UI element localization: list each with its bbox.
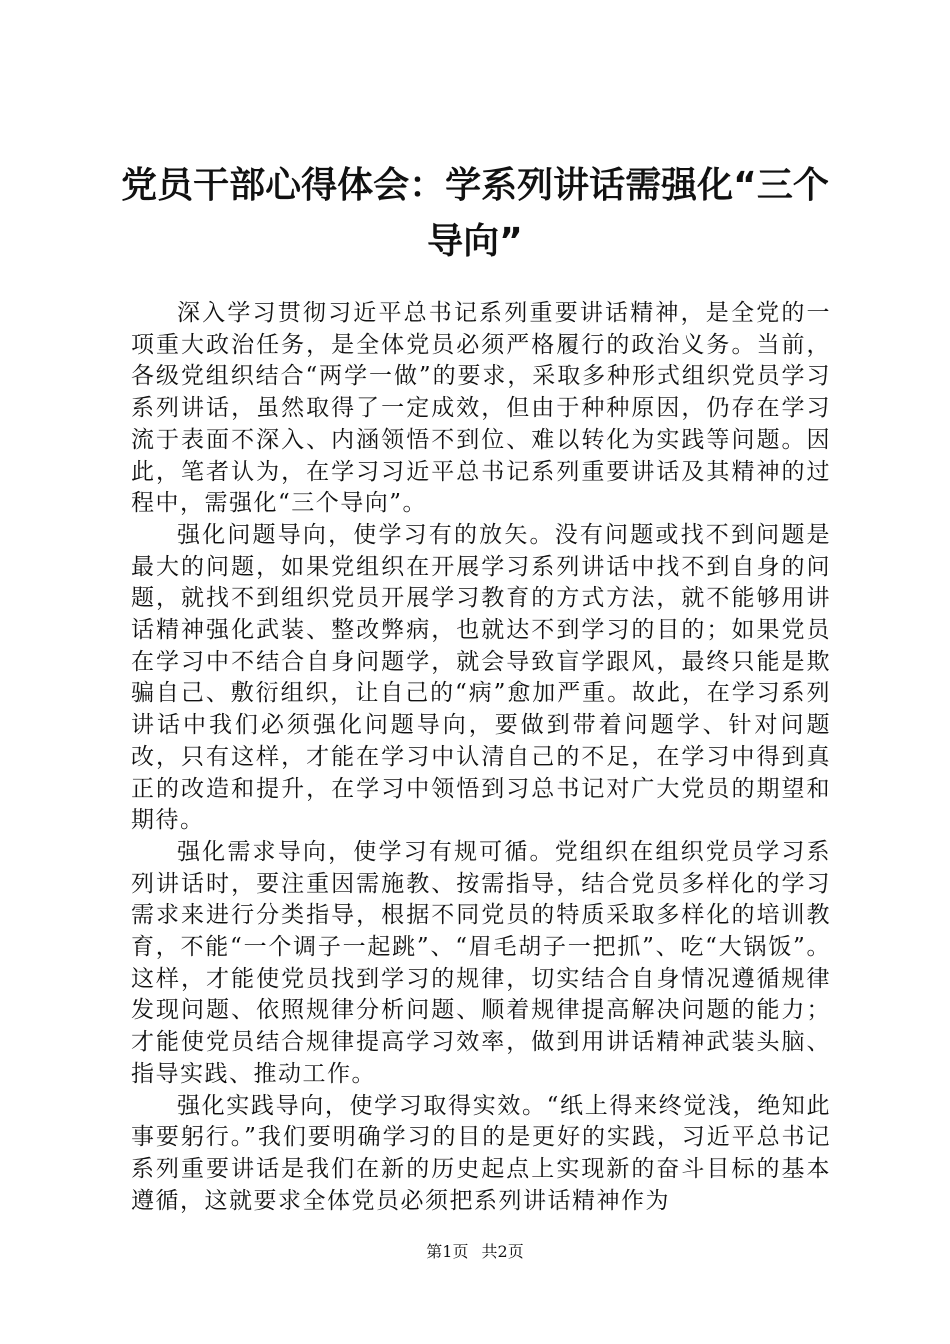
page-footer — [0, 1242, 950, 1262]
paragraph-demand-orientation: 强化需求导向，使学习有规可循。党组织在组织党员学习系列讲话时，要注重因需施教、按需指导，结合党员多样化的学习需求来进行分类指导，根据不同党员的特质采取多样化的培训教育，不能“一个调子一起跳”、“眉毛胡子一把抓”、吃“大锅饭”。这样，才能使党员找到学习的规律，切实结合自身情况遵循规律发现问题、依照规律分析问题、顺着规律提高解决问题的能力；才能使党员结合规律提高学习效率，做到用讲话精神武装头脑、指导实践、推动工作。 — [131, 838, 831, 1087]
page-number-total: 共2页 — [481, 1242, 524, 1261]
paragraph-intro: 深入学习贯彻习近平总书记系列重要讲话精神，是全党的一项重大政治任务，是全体党员必须严格履行的政治义务。当前，各级党组织结合“两学一做”的要求，采取多种形式组织党员学习系列讲话，虽然取得了一定成效，但由于种种原因，仍存在学习流于表面不深入、内涵领悟不到位、难以转化为实践等问题。因此，笔者认为，在学习习近平总书记系列重要讲话及其精神的过程中，需强化“三个导向”。 — [131, 300, 831, 517]
document-body — [131, 298, 831, 1217]
paragraph-problem-orientation: 强化问题导向，使学习有的放矢。没有问题或找不到问题是最大的问题，如果党组织在开展学习系列讲话中找不到自身的问题，就找不到组织党员开展学习教育的方式方法，就不能够用讲话精神强化武装、整改弊病，也就达不到学习的目的；如果党员在学习中不结合自身问题学，就会导致盲学跟风，最终只能是欺骗自己、敷衍组织，让自己的“病”愈加严重。故此，在学习系列讲话中我们必须强化问题导向，要做到带着问题学、针对问题改，只有这样，才能在学习中认清自己的不足，在学习中得到真正的改造和提升，在学习中领悟到习总书记对广大党员的期望和期待。 — [131, 521, 831, 834]
paragraph-practice-orientation: 强化实践导向，使学习取得实效。“纸上得来终觉浅，绝知此事要躬行。”我们要明确学习的目的是更好的实践，习近平总书记系列重要讲话是我们在新的历史起点上实现新的奋斗目标的基本遵循，这就要求全体党员必须把系列讲话精神作为 — [131, 1092, 831, 1214]
page-number-current: 第1页 — [426, 1242, 469, 1261]
document-title: 党员干部心得体会：学系列讲话需强化“三个导向” — [121, 165, 829, 262]
